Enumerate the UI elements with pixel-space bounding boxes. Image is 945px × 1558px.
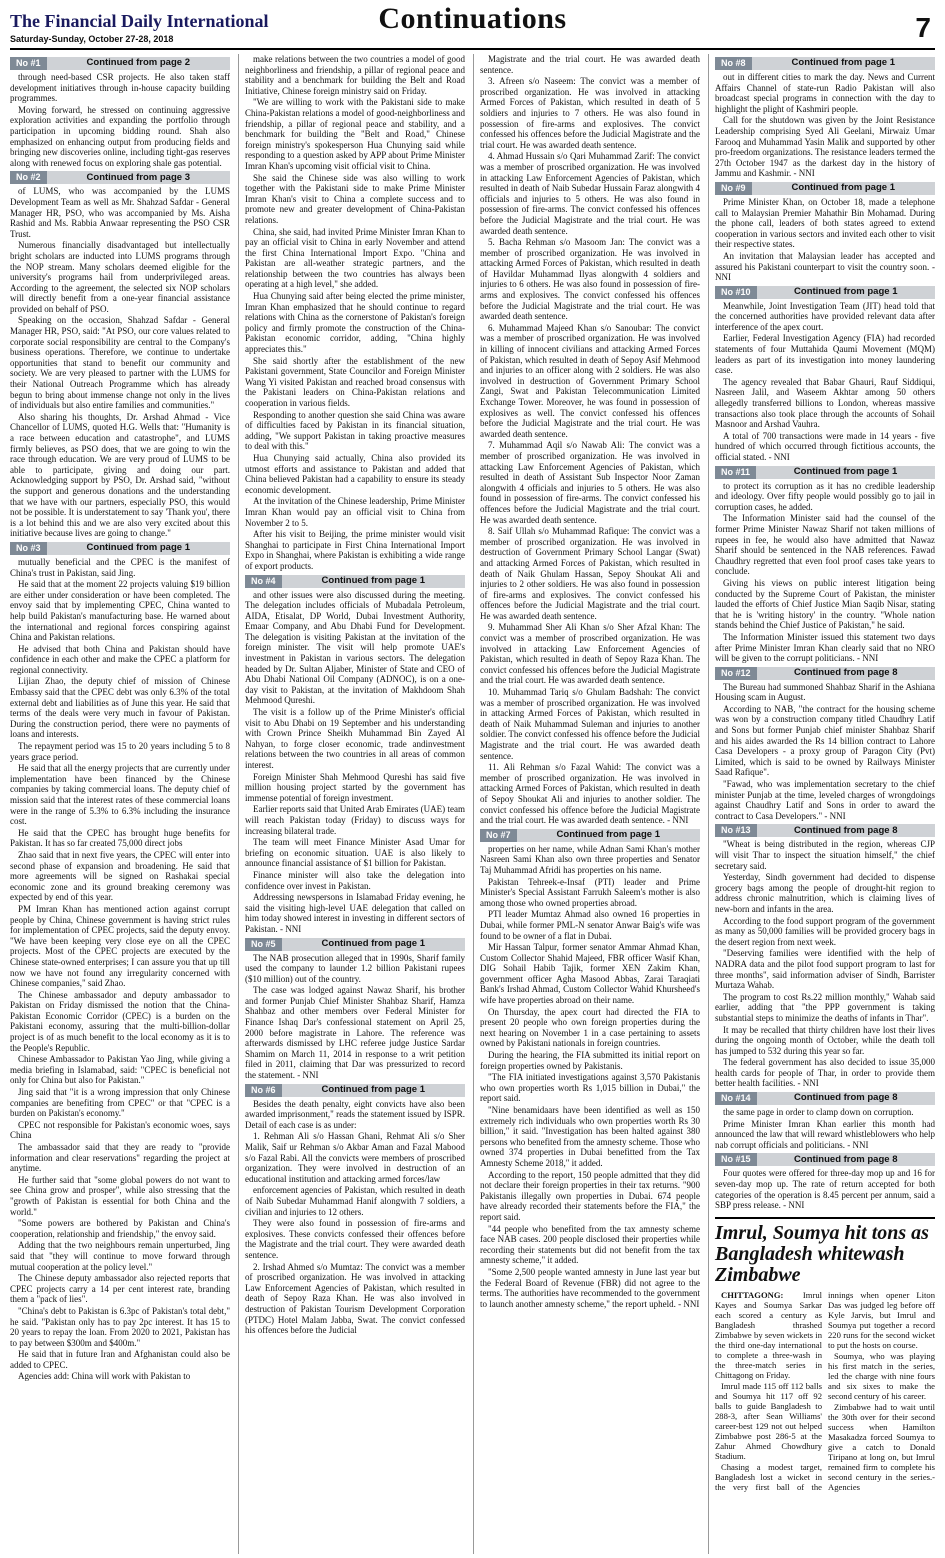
story-lead-text: Imrul Kayes and Soumya Sarkar each scored a century as Bangladesh thrashed Zimbabwe by seven wickets in the third one-day international to complete a three-wash in the three-match series in Chittagong on Friday. [715, 1289, 822, 1380]
article-paragraph: Numerous financially disadvantaged but intellectually bright scholars are inducted into LUMS programs through the NOP stream. Many scholars deemed eligible for the university's programs hail from underprivileged areas. According to the agreement, the selected six NOP scholars will directly benefit from a one-year financial assistance provided on behalf of PSO. [10, 240, 230, 314]
article-paragraph: out in different cities to mark the day. News and Current Affairs Channel of state-run Radio Pakistan will also broadcast special programs in connection with the day to highlight the plight of Kashmiri people. [715, 72, 935, 114]
continuation-number: No #13 [715, 824, 757, 837]
continuation-bar [715, 1092, 935, 1105]
article-paragraph: He further said that "some global powers do not want to see China grow and prosper", while also stressing that the "growth of Pakistan is essential for both China and the world." [10, 1174, 230, 1217]
article-paragraph: The ambassador said that they are ready to "provide information and clear reservations" regarding the project at anytime. [10, 1142, 230, 1174]
continuation-number: No #12 [715, 667, 757, 680]
continued-from-label: Continued from page 1 [791, 182, 895, 194]
story-paragraph: Soumya, who was playing his first match in the series, led the charge with nine fours and six sixes to make the second century of his career. [828, 1350, 935, 1401]
article-paragraph: Agencies add: China will work with Pakistan to [18, 1371, 191, 1382]
continuation-number: No #7 [480, 829, 517, 842]
continuation-bar [715, 57, 935, 70]
column-2 [238, 54, 465, 1554]
continued-from-label: Continued from page 8 [794, 666, 898, 678]
column-3 [473, 54, 700, 1554]
continuation-section [10, 542, 230, 1382]
continuation-bar [715, 667, 935, 680]
continuation-number: No #11 [715, 466, 756, 479]
continuation-section [480, 829, 700, 1310]
continued-from-label: Continued from page 1 [556, 828, 660, 840]
column-1 [10, 54, 230, 1554]
article-paragraph: Zhao said that in next five years, the CPEC will enter into second phase of expansion and broadening. He said that more agreements will be signed on Rashakai special economic zone and its ground breaking ceremony was expected by end of this year. [10, 849, 230, 903]
article-paragraph: Moving forward, he stressed on continuing aggressive exploration activities and expanding the portfolio through participation in upcoming bidding round. Shah also emphasized on enhancing output from producing fields and bringing new discoveries online, including tight-gas reserves along with renewed focus on exploring shale gas potential. [10, 104, 230, 168]
article-paragraph: 9. Muhammad Sher Ali Khan s/o Sher Afzal Khan: The convict was a member of proscribed organization. He was involved in attacking Law Enforcement Agencies of Pakistan, which resulted in death of Sepoy Raza Khan. The convict confessed his offences before the Judicial Magistrate and the trial court. He was awarded death sentence. [480, 622, 700, 686]
article-paragraph: He said that all the energy projects that are currently under implementation have been financed by the Chinese companies by taking commercial loans. The deputy chief of mission said that the interest rates of these commercial loans were in the range of 5.3% to 6.3% including the insurance cost. [10, 763, 230, 827]
continuation-section [480, 54, 700, 826]
article-paragraph: The program to cost Rs.22 million monthly," Wahab said earlier, adding that "the PPP government is taking substantial steps to minimize the deaths of infants in Thar". [715, 991, 935, 1023]
article-paragraph: Hua Chunying said after being elected the prime minister, Imran Khan emphasized that he should continue to regard relations with China as the cornerstone of Pakistan's foreign policy and firmly promote the construction of the China-Pakistan economic corridor, adding, "China highly appreciates this." [245, 291, 465, 355]
continuation-bar [245, 938, 465, 951]
article-paragraph: Four quotes were offered for three-day mop up and 16 for seven-day mop up. The rate of return accepted for both categories of the operation is 8.45 percent per annum, said a SBP press release. - NNI [715, 1168, 935, 1211]
article-paragraph: PM Imran Khan has mentioned action against corrupt people by China, Chinese government is having strict rules for implementation of CPEC projects, said the deputy envoy. "We have been keeping very close eye on all the CPEC projects. Most of the CPEC projects are executed by the Chinese state-owned enterprises; I can assure you that up till now we have not found any irregularity concerned with Chinese companies," said Zhao. [10, 903, 230, 989]
continued-from-label: Continued from page 3 [86, 171, 190, 183]
article-paragraph: Prime Minister Imran Khan earlier this month had announced the law that will reward whistleblowers who help nab corrupt officials and politicians. - NNI [715, 1118, 935, 1150]
article-paragraph: 2. Irshad Ahmed s/o Mumtaz: The convict was a member of proscribed organization. He was involved in attacking Law Enforcement Agencies of Pakistan, which resulted in death of Sepoy Raza Khan. He was also involved in destruction of Pakistan Tourism Development Corporation (PTDC) Hotel Malam Jabba, Swat. The convict confessed his offences before the Judicial [245, 1261, 465, 1336]
continuation-section [715, 182, 935, 283]
article-paragraph: The Bureau had summoned Shahbaz Sharif in the Ashiana Housing scam in August. [715, 681, 935, 703]
article-paragraph: "China's debt to Pakistan is 6.3pc of Pakistan's total debt," he said. "Pakistan only has to pay 2pc interest. It has 15 to 20 years to repay the loan. From 2020 to 2021, Pakistan has to pay between $300m and $400m." [10, 1305, 230, 1348]
continued-from-label: Continued from page 1 [793, 465, 898, 477]
story-paragraph: Chasing a modest target, Bangladesh lost a wicket in the very first ball of the innings when opener Liton Das was judged leg before off Kyle Jarvis, but Imrul and Soumya put together a record 220 runs for the second wicket to put the hosts on course. [715, 1289, 935, 1492]
article-paragraph: 6. Muhammad Majeed Khan s/o Sanoubar: The convict was a member of proscribed organization. He was involved in killing of innocent civilians and attacking Armed Forces of Pakistan, which resulted in death of Sepoy Asif Mehmood and injuries to an officer along with 2 soldiers. He was also involved in destruction of Government Primary School Zangi, Swat and Pakistan Telecommunication Limited Exchange Tower. Moreover, he was found in possession of explosives as well. The convict confessed his offences before the Judicial Magistrate and the trial court. He was awarded death sentence. [480, 322, 700, 439]
article-paragraph: Giving his views on public interest litigation being conducted by the Supreme Court of Pakistan, the minister lauded the efforts of Chief Justice Mian Saqib Nisar, stating that he is 'writing history' in the country. "Whole nation stands behind the Chief Justice of Pakistan," he said. [715, 577, 935, 631]
story-paragraph [715, 1290, 822, 1380]
story-headline: Imrul, Soumya hit tons as Bangladesh whitewash Zimbabwe [715, 1221, 929, 1286]
continuation-section [10, 57, 230, 168]
article-paragraph: Prime Minister Khan, on October 18, made a telephone call to Malaysian Premier Mahathir Bin Mohamad. During the phone call, leaders of both states agreed to extend cooperation in various sectors and invited each other to visit their respective states. [715, 196, 935, 250]
continuation-bar [715, 286, 935, 299]
continuation-section [715, 466, 935, 664]
continued-from-label: Continued from page 1 [794, 285, 898, 297]
article-paragraph: 4. Ahmad Hussain s/o Qari Muhammad Zarif: The convict was a member of proscribed organization. He was involved in attacking Law Enforcement Agencies of Pakistan, which resulted in death of Naib Subedar Hussain Faraz alongwith 4 officials and injuries to 5 others. He was also found in possession of fire-arms. The convict confessed his offences before the Judicial Magistrate and the trial court. He was awarded death sentence. [480, 151, 700, 236]
sports-story [715, 1217, 935, 1493]
article-paragraph: Lijian Zhao, the deputy chief of mission of Chinese Embassy said that the CPEC debt was only 6.3% of the total external debt and liabilities as of June this year. He said that terms of the deals were very much in favour of Pakistan. During the construction period, there were no payments of loans and interests. [10, 676, 230, 740]
continuation-section [245, 54, 465, 572]
continuation-number: No #4 [245, 575, 282, 588]
continued-from-label: Continued from page 2 [86, 57, 190, 69]
continuation-section [715, 1153, 935, 1210]
continuation-bar [245, 1084, 465, 1097]
article-paragraph: "Some powers are bothered by Pakistan and China's cooperation, relationship and friendship," the envoy said. [10, 1218, 230, 1239]
article-paragraph: the same page in order to clamp down on corruption. [723, 1107, 914, 1118]
article-paragraph: 11. Ali Rehman s/o Fazal Wahid: The convict was a member of proscribed organization. He was involved in attacking Armed Forces of Pakistan, which resulted in death of Sepoy Shoukat Ali and injuries to another soldier. The convict confessed his offence before the Judicial Magistrate and the trial court. He was awarded death sentence. - NNI [480, 762, 700, 826]
article-paragraph: On Thursday, the apex court had directed the FIA to present 20 people who own foreign properties during the next hearing on November 1 in a case pertaining to assets owned by Pakistani nationals in foreign countries. [480, 1006, 700, 1049]
article-paragraph: 7. Muhammad Aqil s/o Nawab Ali: The convict was a member of proscribed organization. He was involved in attacking Law Enforcement Agencies of Pakistan, which resulted in death of Assistant Sub Inspector Noor Zaman alongwith 4 officials and injuries to 5 others. He was also found in possession of fire-arms. The convict confessed his offences before the Judicial Magistrate and the trial court. He was awarded death sentence. [480, 440, 700, 525]
article-paragraph: He said that at the moment 22 projects valuing $19 billion are either under consideration or have been completed. The envoy said that by implementing CPEC, China wanted to help build Pakistan's manufacturing base. He warned about the international and regional forces conspiring against China and Pakistan relations. [10, 579, 230, 643]
article-paragraph: After his visit to Beijing, the prime minister would visit Shanghai to participate in First China International Import Expo in Shanghai, where Pakistan is exhibiting a wide range of export products. [245, 529, 465, 571]
article-paragraph: The NAB prosecution alleged that in 1990s, Sharif family used the company to launder 1.2 billion Pakistani rupees ($10 million) out of the country. [245, 952, 465, 984]
article-paragraph: Responding to another question she said China was aware of difficulties faced by Pakistan in its financial situation, adding, "We support Pakistan in taking proactive measures to deal with this." [245, 409, 465, 452]
article-paragraph: "Fawad, who was implementation secretary to the chief minister Punjab at the time, leveled charges of wrongdoings against Chaudhry Latif and Sons in order to award the contract to Casa Developers." - NNI [715, 779, 935, 821]
continued-from-label: Continued from page 8 [794, 1092, 898, 1104]
continued-from-label: Continued from page 1 [321, 937, 425, 949]
continuation-bar [10, 171, 230, 184]
article-paragraph: 8. Saif Ullah s/o Muhammad Rafique: The convict was a member of proscribed organization. He was involved in destruction of Government Primary School Langar (Swat) and attacking Armed Forces of Pakistan, which resulted in death of Naik Ghulam Hassan, Sepoy Shoukat Ali and injuries to 2 other soldiers. He was also found in possession of fire-arms and explosives. The convict confessed his offences before the Judicial Magistrate and the trial court. He was awarded death sentence. [480, 526, 700, 621]
article-paragraph: Speaking on the occasion, Shahzad Safdar - General Manager HR, PSO, said: "At PSO, our core values related to corporate social responsibility are central to the Company's business operations. Therefore, we continue to undertake opportunities that stand to benefit our community and society. We are very pleased to partner with the LUMS for their National Outreach Programme which has already begun to bring about immense change not only in the lives of individuals but also entire families and communities." [10, 315, 230, 411]
continuation-section [715, 824, 935, 1089]
continuation-section [245, 575, 465, 935]
article-paragraph: Yesterday, Sindh government had decided to dispense grocery bags among the people of drought-hit region to address chronic malnutrition, which is claiming lives of new-born and infants in the area. [715, 872, 935, 914]
article-paragraph: Call for the shutdown was given by the Joint Resistance Leadership comprising Syed Ali Geelani, Mirwaiz Umar Farooq and Muhammad Yasin Malik and supported by other pro-freedom organizations. The resistance leaders termed the 27th October 1947 as the darkest day in the history of Jammu and Kashmir. - NNI [715, 115, 935, 179]
article-paragraph: 3. Afreen s/o Naseem: The convict was a member of proscribed organization. He was involved in attacking Armed Forces of Pakistan, which resulted in death of 5 soldiers and injuries to 7 others. He was also found in possession of fire-arms and explosives. The convict confessed his offences before the Judicial Magistrate and the trial court. He was awarded death sentence. [480, 76, 700, 150]
continuation-bar [480, 829, 700, 842]
continuation-bar [10, 542, 230, 555]
story-dateline: CHITTAGONG: [721, 1289, 784, 1300]
article-paragraph: "We are willing to work with the Pakistani side to make China-Pakistan relations a model of good-neighborliness and friendship, a pillar of regional peace and stability, and a benchmark for building the "Belt and Road," Chinese foreign ministry's spokesperson Hua Chunying said while responding to a question asked by APP about Prime Minister Imran Khan's upcoming visit official visit to China. [245, 97, 465, 171]
story-body [715, 1290, 935, 1493]
column-4 [708, 54, 935, 1554]
article-paragraph: Chinese Ambassador to Pakistan Yao Jing, while giving a media briefing in Islamabad, said: "CPEC is beneficial not only for China but also for Pakistan." [10, 1054, 230, 1086]
article-paragraph: make relations between the two countries a model of good neighborliness and friendship, a pillar of regional peace and stability and a benchmark for building the Belt and Road Initiative, Chinese foreign ministry said on Friday. [245, 54, 465, 96]
article-paragraph: She said the Chinese side was also willing to work together with the Pakistani side to make Prime Minister Imran Khan's visit to China a complete success and to promote new and greater development of China-Pakistan relations. [245, 172, 465, 225]
continuation-number: No #9 [715, 182, 752, 195]
continued-from-label: Continued from page 1 [791, 57, 895, 69]
continuation-number: No #1 [10, 57, 47, 70]
article-paragraph: He said that in future Iran and Afghanistan could also be added to CPEC. [10, 1349, 230, 1370]
article-paragraph: The Information Minister issued this statement two days after Prime Minister Imran Khan clearly said that no NRO will be given to the corrupt politicians. - NNI [715, 631, 935, 664]
article-paragraph: Addressing newspersons in Islamabad Friday evening, he said the visiting high-level UAE delegation that called on him today showed interest in investing in different sectors of Pakistan. - NNI [245, 892, 465, 934]
continuation-number: No #14 [715, 1092, 757, 1105]
article-paragraph: Earlier reports said that United Arab Emirates (UAE) team will reach Pakistan today (Friday) to discuss ways for increasing bilateral trade. [245, 804, 465, 836]
article-paragraph: The Chinese deputy ambassador also rejected reports that CPEC projects carry a 14 per cent interest rate, branding them a "pack of lies". [10, 1273, 230, 1305]
continuation-bar [715, 1153, 935, 1166]
article-paragraph: and other issues were also discussed during the meeting. The delegation includes officials of Mubadala Petroleum, AIDA, Etisalat, DP World, Dubai Investment Authority, Emaar Company, and Abu Dhabi Fund for Development. The delegation is visiting Pakistan at the invitation of the foreign minister. The visit will help promote UAE's investment in Pakistan in various sectors. The delegation headed by Dr. Sultan Aljaber, Minister of State and CEO of Abu Dhabi National Oil Company (ADNOC), is on a one-day visit to Pakistan, at the invitation of Makhdoom Shah Mehmood Qureshi. [245, 589, 465, 706]
article-paragraph: to protect its corruption as it has no credible leadership and ideology. Over fifty people would possibly go to jail in corruption cases, he added. [715, 480, 935, 512]
article-paragraph: The Chinese ambassador and deputy ambassador to Pakistan on Friday dismissed the notion that the China-Pakistan Economic Corridor (CPEC) is a burden on the Pakistani economy, assuring that the multi-billion-dollar project is of as much benefit to the local economy as it is to the People's Republic. [10, 989, 230, 1053]
continued-from-label: Continued from page 1 [321, 574, 425, 586]
continued-from-label: Continued from page 1 [321, 1083, 425, 1095]
continuation-number: No #2 [10, 171, 47, 184]
page-number: 7 [915, 12, 931, 43]
article-paragraph: The agency revealed that Babar Ghauri, Rauf Siddiqui, Nasreen Jalil, and Waseem Akhtar among 50 others allegedly transferred billions to London, whereas massive transactions also took place through the accounts of Sohail Masnoor and Arshad Vauhra. [715, 376, 935, 430]
masthead-left [10, 11, 269, 44]
article-paragraph: Foreign Minister Shah Mehmood Qureshi has said five million housing project started by the government has immense potential of foreign investment. [245, 771, 465, 803]
article-paragraph: China, she said, had invited Prime Minister Imran Khan to pay an official visit to China in early November and attend the first China International Import Expo. "China and Pakistan are all-weather strategic partners, and the relationship between the two countries has always been operating at a high level," she added. [245, 226, 465, 290]
article-paragraph: According to the food support program of the government as many as 50,000 families will be provided grocery bags in the desert region from next week. [715, 915, 935, 947]
article-paragraph: Jing said that "it is a wrong impression that only Chinese companies are benefiting from CPEC" or that "CPEC is a burden on Pakistan's economy." [10, 1087, 230, 1119]
article-paragraph: enforcement agencies of Pakistan, which resulted in death of Naib Subedar Muhammad Hanif alongwith 7 soldiers, a civilian and injuries to 12 others. [245, 1185, 465, 1217]
article-paragraph: "The FIA initiated investigations against 3,570 Pakistanis who own properties worth Rs 1,015 billion in Dubai," the report said. [480, 1072, 700, 1104]
columns [10, 54, 935, 1554]
continued-from-label: Continued from page 8 [794, 824, 898, 836]
continuation-number: No #15 [715, 1153, 757, 1166]
section-title: Continuations [378, 2, 567, 35]
story-paragraph: Zimbabwe had to wait until the 30th over for their second success when Hamilton Masakadza forced Soumya to give a catch to Donald Tiripano at long on, but Imrul remained firm to complete his second century in the series.-Agencies [828, 1401, 935, 1492]
continued-from-label: Continued from page 1 [86, 542, 190, 554]
story-paragraph: Imrul made 115 off 112 balls and Soumya hit 117 off 92 balls to guide Bangladesh to 288-3, after Sean Williams' career-best 129 not out helped Zimbabwe post 286-5 at the Zahur Ahmed Chowdhury Stadium. [715, 1380, 822, 1461]
article-paragraph: Meanwhile, Joint Investigation Team (JIT) head told that the concerned authorities have provided relevant data after interference of the apex court. [715, 300, 935, 332]
article-paragraph: 5. Bacha Rehman s/o Masoom Jan: The convict was a member of proscribed organization. He was involved in attacking Armed Forces of Pakistan, which resulted in death of Havildar Muhammad Ilyas alongwith 4 soldiers and injuries to 6 others. He was also found in possession of fire-arms and explosives. The convict confessed his offences before the Judicial Magistrate and the trial court. He was awarded death sentence. [480, 237, 700, 322]
paper-name: The Financial Daily International [10, 11, 269, 31]
article-paragraph: Earlier, Federal Investigation Agency (FIA) had recorded statements of four Muttahida Qaumi Movement (MQM) leaders as part of its investigation into money laundering case. [715, 333, 935, 376]
article-paragraph: Pakistan Tehreek-e-Insaf (PTI) leader and Prime Minister's Special Assistant Farrukh Saleem's mother is also among those who owned properties abroad. [480, 876, 700, 908]
article-paragraph: mutually beneficial and the CPEC is the manifest of China's trust in Pakistan, said Jing. [10, 556, 230, 578]
article-paragraph: Adding that the two neighbours remain unperturbed, Jing said that "they will continue to move forward through mutual cooperation at the policy level." [10, 1240, 230, 1272]
continuation-bar [715, 466, 935, 479]
continuation-number: No #3 [10, 542, 47, 555]
continued-from-label: Continued from page 8 [794, 1153, 898, 1165]
article-paragraph: The Information Minister said had the counsel of the former Prime Minister Nawaz Sharif not taken millions of rupees in fee, he would also have admitted that Nawaz Sharif should be sentenced in the NAB references. Fawad Chaudhry regretted that even fool proof cases take years to conclude. [715, 513, 935, 577]
article-paragraph: through need-based CSR projects. He also taken staff development initiatives through in-house capacity building programmes. [10, 72, 230, 104]
article-paragraph: During the hearing, the FIA submitted its initial report on foreign properties owned by Pakistanis. [480, 1050, 700, 1071]
article-paragraph: She said shortly after the establishment of the new Pakistani government, State Councilor and Foreign Minister Wang Yi visited Pakistan and reached broad consensus with the Pakistani leaders on China-Pakistan relations and cooperation in various fields. [245, 355, 465, 408]
article-paragraph: of LUMS, who was accompanied by the LUMS Development Team as well as Mr. Shahzad Safdar - General Manager HR, PSO, who was accompanied by Ms. Aisha Rashid and Ms. Rabbia Anwaar representing the PSO CSR Trust. [10, 186, 230, 239]
continuation-number: No #10 [715, 286, 757, 299]
article-paragraph: The case was lodged against Nawaz Sharif, his brother and former Punjab Chief Minister Shahbaz Sharif, Hamza Shahbaz and other members over Federal Minister for Finance Ishaq Dar's confessional statement on April 25, 2000 before magistrate in Lahore. The reference was afterwards dismissed by LHC referee judge Justice Sardar Shamim on March 11, 2014 in response to a writ petition filed in 2011, claiming that Dar was pressurized to record the statement. - NNI [245, 985, 465, 1081]
continuation-section [715, 667, 935, 822]
continuation-bar [715, 182, 935, 195]
continuation-number: No #5 [245, 938, 282, 951]
article-paragraph: "Deserving families were identified with the help of NADRA data and the pilot food support program to last for three months", said information adviser of Sindh, Barrister Murtaza Wahab. [715, 948, 935, 991]
article-paragraph: The team will meet Finance Minister Asad Umar for briefing on economic situation. UAE is also likely to announce financial assistance of $1 billion for Pakistan. [245, 837, 465, 869]
article-paragraph: "Nine benamidaars have been identified as well as 150 extremely rich individuals who own properties worth Rs 30 billion," it said. "Investigation has been halted against 380 persons who benefited from the amnesty scheme. Those who owned 374 properties in Dubai benefitted from the Tax Amnesty Scheme 2018," it added. [480, 1105, 700, 1168]
article-paragraph: Also sharing his thoughts, Dr. Arshad Ahmad - Vice Chancellor of LUMS, quoted H.G. Wells that: "Humanity is a race between education and catastrophe", and LUMS firmly believes, as PSO does, that we are going to win the race through education. We are very proud of LUMS to be able to participate, giving and doing our part. Acknowledging support by PSO, Dr. Arshad said, "without the support and generous donations and the understanding that we have with our partners, especially PSO, this would not be possible. It is understatement to say 'Thank you', there is a lot behind this and we are also very excited about this initiative because lives are going to change." [10, 411, 230, 539]
article-paragraph: The visit is a follow up of the Prime Minister's official visit to Abu Dhabi on 19 September and his understanding with Crown Prince Sheikh Muhammad Bin Zayed Al Nahyan, to forge closer economic, trade andinvestment relations between the two countries in all areas of common interest. [245, 707, 465, 770]
article-paragraph: properties on her name, while Adnan Sami Khan's mother Nasreen Sami Khan also own three properties and Senator Taj Muhammad Afridi has properties on his name. [480, 843, 700, 875]
article-paragraph: 10. Muhammad Tariq s/o Ghulam Badshah: The convict was a member of proscribed organization. He was involved in attacking Armed Forces of Pakistan, which resulted in death of Naik Muhammad Suleman and injuries to another soldier. The convict confessed his offence before the Judicial Magistrate and the trial court. He was awarded death sentence. [480, 687, 700, 761]
continuation-section [245, 938, 465, 1081]
masthead [10, 2, 935, 44]
article-paragraph: "Wheat is being distributed in the region, whereas CJP will visit Thar to inspect the situation himself," the chief secretary said. [715, 839, 935, 871]
continuation-section [715, 286, 935, 463]
article-paragraph: 1. Rehman Ali s/o Hassan Ghani, Rehmat Ali s/o Sher Malik, Saif ur Rehman s/o Akbar Aman and Fazal Mabood s/o Fazal Rabi. All the convicts were members of proscribed organization. They were involved in destruction of an educational institution and attacking armed forces/law [245, 1131, 465, 1184]
continuation-bar [715, 824, 935, 837]
article-paragraph: Hua Chunying said actually, China also provided its utmost efforts and assistance to Pakistan and added that China believed Pakistan had a capability to ensure its steady economic development. [245, 452, 465, 495]
article-paragraph: At the invitation of the Chinese leadership, Prime Minister Imran Khan would pay an official visit to China from November 2 to 5. [245, 496, 465, 528]
article-paragraph: Besides the death penalty, eight convicts have also been awarded imprisonment," reads the statement issued by ISPR. Detail of each case is as under: [245, 1098, 465, 1130]
article-paragraph: Finance minister will also take the delegation into confidence over invest in Pakistan. [245, 869, 465, 891]
article-paragraph: The federal government has also decided to issue 35,000 health cards for people of Thar, in order to provide them better health facilities. - NNI [715, 1057, 935, 1089]
article-paragraph: PTI leader Mumtaz Ahmad also owned 16 properties in Dubai, while former PML-N senator Anwar Baig's wife was found to be owner of a flat in Dubai. [480, 909, 700, 941]
article-paragraph: He advised that both China and Pakistan should have confidence in each other and make the CPEC a platform for regional connectivity. [10, 643, 230, 675]
article-paragraph: "Some 2,500 people wanted amnesty in June last year but the Federal Board of Revenue (FBR) did not agree to the terms. The authorities have recommended to the government to launch another amnesty scheme," the report upheld. - NNI [480, 1266, 700, 1309]
issue-date: Saturday-Sunday, October 27-28, 2018 [10, 34, 174, 44]
article-paragraph: An invitation that Malaysian leader has accepted and assured his Pakistani counterpart to visit the country soon. - NNI [715, 250, 935, 283]
continuation-number: No #8 [715, 57, 752, 70]
continuation-section [715, 57, 935, 179]
article-paragraph: "44 people who benefited from the tax amnesty scheme face NAB cases. 200 people disclosed their properties while recording their statements but did not benefit from the tax amnesty scheme," it added. [480, 1223, 700, 1266]
article-paragraph: He said that the CPEC has brought huge benefits for Pakistan. It has so far created 75,000 direct jobs [10, 827, 230, 849]
masthead-rule [10, 48, 935, 50]
article-paragraph: A total of 700 transactions were made in 14 years - five hundred of which occurred through fictitious accounts, the official stated. - NNI [715, 430, 935, 462]
continuation-section [245, 1084, 465, 1336]
article-paragraph: It may be recalled that thirty children have lost their lives during the ongoing month of October, while the death toll has jumped to 532 during this year so far. [715, 1024, 935, 1056]
continuation-bar [245, 575, 465, 588]
continuation-section [715, 1092, 935, 1150]
article-paragraph: Magistrate and the trial court. He was awarded death sentence. [480, 54, 700, 75]
article-paragraph: Mir Hassan Talpur, former senator Ammar Ahmad Khan, Custom Collector Shahid Majeed, FBR officer Wasif Khan, DIG Sohail Habib Tajik, former XEN Zakim Khan, government officer Agha Masood Abbas, Zarai Taraqiati Bank's Irshad Ahmad, Custom Collector Wahid Khursheed's wife have properties abroad on their name. [480, 942, 700, 1006]
continuation-number: No #6 [245, 1084, 282, 1097]
article-paragraph: According to the report, 150 people admitted that they did not declare their foreign properties in their tax returns. "900 Pakistanis illegally own properties in Dubai. 674 people have already recorded their statements before the FIA," the report said. [480, 1169, 700, 1222]
continuation-bar [10, 57, 230, 70]
article-paragraph: The repayment period was 15 to 20 years including 5 to 8 years grace period. [10, 741, 230, 762]
continuation-section [10, 171, 230, 539]
article-paragraph: According to NAB, "the contract for the housing scheme was won by a construction company titled Chaudhry Latif and Sons but former Punjab chief minister Shahbaz Sharif and his aides awarded the Rs 14 billion contract to Lahore Casa Developers - a proxy group of Paragon City (Pvt) Limited, which is said to be owned by Railways Minister Saad Rafique". [715, 703, 935, 778]
article-paragraph: CPEC not responsible for Pakistan's economic woes, says China [10, 1119, 230, 1141]
article-paragraph: They were also found in possession of fire-arms and explosives. These convicts confessed their offences before the Magistrate and the trial court. They were awarded death sentence. [245, 1218, 465, 1260]
